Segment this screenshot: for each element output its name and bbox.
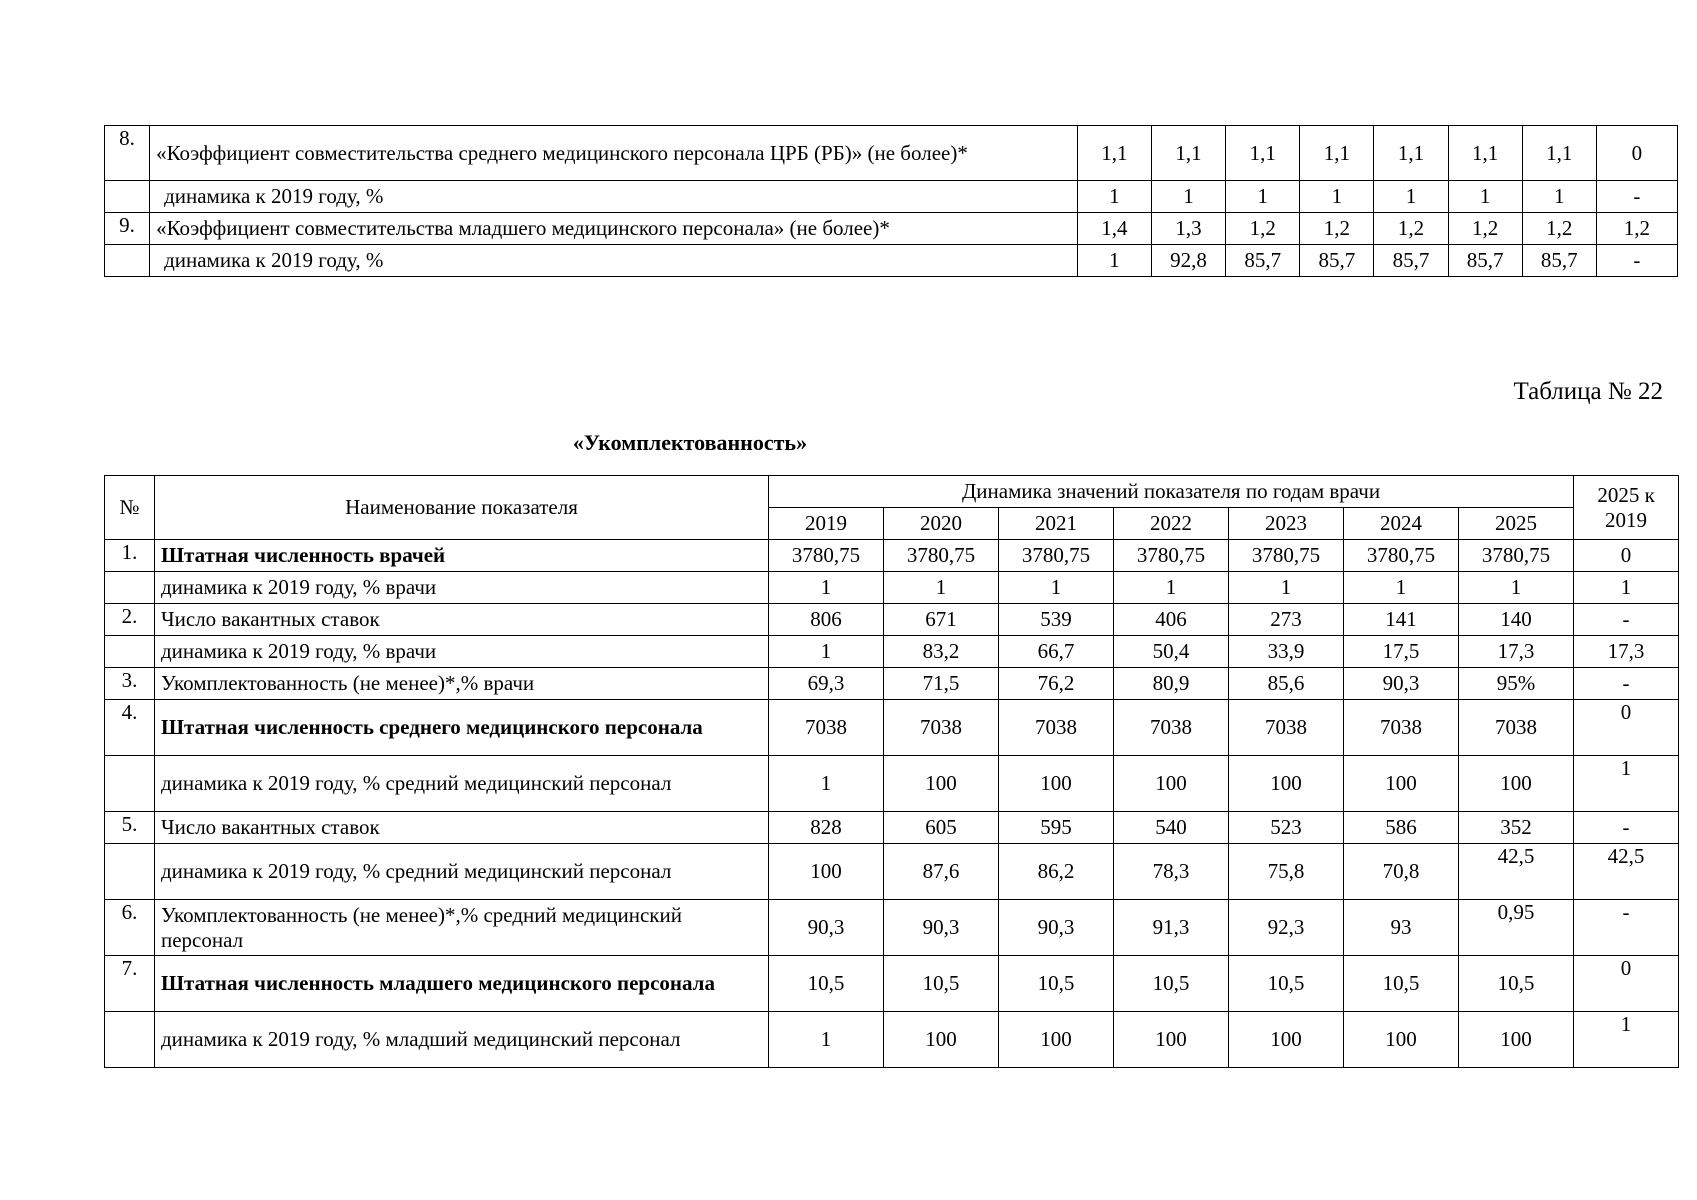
value-cell: 1,1 — [1300, 126, 1374, 181]
coefficients-table — [104, 125, 1678, 277]
value-cell: 87,6 — [884, 844, 999, 900]
last-cell: 0 — [1574, 540, 1679, 572]
value-cell: 100 — [1229, 756, 1344, 812]
value-cell: 75,8 — [1229, 844, 1344, 900]
value-cell: 3780,75 — [1229, 540, 1344, 572]
row-num — [105, 572, 155, 604]
value-cell: 1,3 — [1151, 213, 1225, 245]
value-cell: 7038 — [769, 700, 884, 756]
table-row — [105, 636, 1679, 668]
value-cell: 10,5 — [1459, 956, 1574, 1012]
row-num — [105, 245, 150, 277]
value-cell: 586 — [1344, 812, 1459, 844]
header-year: 2023 — [1229, 508, 1344, 540]
value-cell: 100 — [769, 844, 884, 900]
row-name: «Коэффициент совместительства младшего медицинского персонала» (не более)* — [150, 213, 1078, 245]
value-cell: 1 — [1226, 181, 1300, 213]
table-row — [105, 181, 1678, 213]
value-cell: 1,2 — [1374, 213, 1448, 245]
last-cell: - — [1574, 604, 1679, 636]
value-cell: 3780,75 — [1114, 540, 1229, 572]
table-row — [105, 1012, 1679, 1068]
last-cell: - — [1574, 812, 1679, 844]
row-num: 7. — [105, 956, 155, 1012]
value-cell: 100 — [1459, 1012, 1574, 1068]
row-num: 8. — [105, 126, 150, 181]
table-row — [105, 812, 1679, 844]
value-cell: 33,9 — [1229, 636, 1344, 668]
row-num — [105, 1012, 155, 1068]
table-row — [105, 213, 1678, 245]
value-cell: 1 — [999, 572, 1114, 604]
value-cell: 85,7 — [1300, 245, 1374, 277]
header-row — [105, 476, 1679, 508]
row-name: Штатная численность младшего медицинского персонала — [155, 956, 769, 1012]
row-name: динамика к 2019 году, % средний медицинский персонал — [155, 844, 769, 900]
row-num: 2. — [105, 604, 155, 636]
value-cell: 76,2 — [999, 668, 1114, 700]
row-num — [105, 181, 150, 213]
table-row — [105, 956, 1679, 1012]
header-year: 2019 — [769, 508, 884, 540]
table-row — [105, 126, 1678, 181]
value-cell: - — [1596, 181, 1677, 213]
value-cell: 1 — [1114, 572, 1229, 604]
value-cell: 100 — [1459, 756, 1574, 812]
value-cell: 0 — [1596, 126, 1677, 181]
row-name: Штатная численность среднего медицинского персонала — [155, 700, 769, 756]
value-cell: 100 — [1114, 1012, 1229, 1068]
value-cell: 69,3 — [769, 668, 884, 700]
value-cell: 91,3 — [1114, 900, 1229, 956]
value-cell: 85,6 — [1229, 668, 1344, 700]
value-cell: 141 — [1344, 604, 1459, 636]
table-row — [105, 604, 1679, 636]
value-cell: 7038 — [1229, 700, 1344, 756]
value-cell: 10,5 — [1114, 956, 1229, 1012]
table-row — [105, 756, 1679, 812]
value-cell: 671 — [884, 604, 999, 636]
table-row — [105, 668, 1679, 700]
value-cell: 10,5 — [999, 956, 1114, 1012]
value-cell: 92,3 — [1229, 900, 1344, 956]
row-num — [105, 636, 155, 668]
last-cell: 42,5 — [1574, 844, 1679, 900]
header-year: 2025 — [1459, 508, 1574, 540]
value-cell: 90,3 — [1344, 668, 1459, 700]
value-cell: 1,1 — [1374, 126, 1448, 181]
row-name: динамика к 2019 году, % врачи — [155, 636, 769, 668]
row-name: динамика к 2019 году, % — [150, 181, 1078, 213]
table-row — [105, 700, 1679, 756]
value-cell: 90,3 — [884, 900, 999, 956]
value-cell: 10,5 — [1344, 956, 1459, 1012]
value-cell: 828 — [769, 812, 884, 844]
table-row — [105, 572, 1679, 604]
last-cell: - — [1574, 900, 1679, 956]
last-cell: 1 — [1574, 572, 1679, 604]
value-cell: 1,1 — [1077, 126, 1151, 181]
value-cell: 7038 — [999, 700, 1114, 756]
last-cell: 0 — [1574, 956, 1679, 1012]
value-cell: 1,2 — [1448, 213, 1522, 245]
value-cell: 10,5 — [1229, 956, 1344, 1012]
value-cell: 100 — [1344, 756, 1459, 812]
table-row — [105, 900, 1679, 956]
value-cell: 1 — [1459, 572, 1574, 604]
value-cell: 66,7 — [999, 636, 1114, 668]
value-cell: 1 — [1229, 572, 1344, 604]
value-cell: 1 — [1300, 181, 1374, 213]
value-cell: 539 — [999, 604, 1114, 636]
value-cell: 90,3 — [999, 900, 1114, 956]
value-cell: 100 — [999, 756, 1114, 812]
value-cell: 1 — [1374, 181, 1448, 213]
value-cell: 3780,75 — [1459, 540, 1574, 572]
last-cell: 0 — [1574, 700, 1679, 756]
last-cell: - — [1574, 668, 1679, 700]
header-year: 2020 — [884, 508, 999, 540]
row-num: 6. — [105, 900, 155, 956]
value-cell: 1,1 — [1448, 126, 1522, 181]
value-cell: 71,5 — [884, 668, 999, 700]
value-cell: 1,4 — [1077, 213, 1151, 245]
value-cell: 1,2 — [1522, 213, 1596, 245]
value-cell: 0,95 — [1459, 900, 1574, 956]
value-cell: 1 — [1448, 181, 1522, 213]
value-cell: 1 — [1151, 181, 1225, 213]
staffing-table — [104, 475, 1679, 1068]
header-year: 2021 — [999, 508, 1114, 540]
value-cell: 1 — [769, 1012, 884, 1068]
value-cell: 1 — [884, 572, 999, 604]
value-cell: 7038 — [1114, 700, 1229, 756]
value-cell: 7038 — [1344, 700, 1459, 756]
value-cell: 352 — [1459, 812, 1574, 844]
value-cell: 806 — [769, 604, 884, 636]
table-title: «Укомплектованность» — [572, 430, 808, 455]
row-name: динамика к 2019 году, % — [150, 245, 1078, 277]
header-num: № — [105, 476, 155, 540]
value-cell: 1 — [769, 636, 884, 668]
header-group: Динамика значений показателя по годам врачи — [769, 476, 1574, 508]
value-cell: 540 — [1114, 812, 1229, 844]
row-name: динамика к 2019 году, % младший медицинский персонал — [155, 1012, 769, 1068]
row-num: 9. — [105, 213, 150, 245]
value-cell: 42,5 — [1459, 844, 1574, 900]
value-cell: 273 — [1229, 604, 1344, 636]
value-cell: 10,5 — [769, 956, 884, 1012]
last-cell: 1 — [1574, 756, 1679, 812]
value-cell: 140 — [1459, 604, 1574, 636]
row-num — [105, 844, 155, 900]
table-row — [105, 844, 1679, 900]
value-cell: 1 — [1522, 181, 1596, 213]
value-cell: 1,2 — [1596, 213, 1677, 245]
value-cell: 3780,75 — [884, 540, 999, 572]
header-last: 2025 к 2019 — [1574, 476, 1679, 540]
header-year: 2024 — [1344, 508, 1459, 540]
row-name: Укомплектованность (не менее)*,% средний медицинский персонал — [155, 900, 769, 956]
value-cell: 100 — [884, 756, 999, 812]
value-cell: 523 — [1229, 812, 1344, 844]
value-cell: 1,2 — [1226, 213, 1300, 245]
value-cell: 78,3 — [1114, 844, 1229, 900]
value-cell: 85,7 — [1374, 245, 1448, 277]
row-num: 3. — [105, 668, 155, 700]
value-cell: 17,3 — [1459, 636, 1574, 668]
value-cell: 80,9 — [1114, 668, 1229, 700]
value-cell: 95% — [1459, 668, 1574, 700]
value-cell: 86,2 — [999, 844, 1114, 900]
value-cell: 595 — [999, 812, 1114, 844]
value-cell: 85,7 — [1522, 245, 1596, 277]
row-name: Укомплектованность (не менее)*,% врачи — [155, 668, 769, 700]
row-name: Штатная численность врачей — [155, 540, 769, 572]
row-name: динамика к 2019 году, % средний медицинский персонал — [155, 756, 769, 812]
value-cell: 1 — [1077, 181, 1151, 213]
value-cell: 7038 — [884, 700, 999, 756]
value-cell: 100 — [1344, 1012, 1459, 1068]
value-cell: 93 — [1344, 900, 1459, 956]
row-num — [105, 756, 155, 812]
value-cell: 92,8 — [1151, 245, 1225, 277]
value-cell: 100 — [1114, 756, 1229, 812]
value-cell: 50,4 — [1114, 636, 1229, 668]
value-cell: 70,8 — [1344, 844, 1459, 900]
value-cell: 90,3 — [769, 900, 884, 956]
value-cell: 605 — [884, 812, 999, 844]
value-cell: 85,7 — [1448, 245, 1522, 277]
value-cell: 1 — [1077, 245, 1151, 277]
value-cell: 100 — [884, 1012, 999, 1068]
value-cell: 83,2 — [884, 636, 999, 668]
value-cell: 1,1 — [1151, 126, 1225, 181]
value-cell: 1,1 — [1226, 126, 1300, 181]
value-cell: 3780,75 — [769, 540, 884, 572]
value-cell: 3780,75 — [999, 540, 1114, 572]
value-cell: 7038 — [1459, 700, 1574, 756]
value-cell: 17,5 — [1344, 636, 1459, 668]
table-number-label: Таблица № 22 — [1513, 378, 1663, 405]
value-cell: 1,2 — [1300, 213, 1374, 245]
row-num: 1. — [105, 540, 155, 572]
value-cell: 1 — [1344, 572, 1459, 604]
value-cell: 406 — [1114, 604, 1229, 636]
last-cell: 1 — [1574, 1012, 1679, 1068]
row-name: динамика к 2019 году, % врачи — [155, 572, 769, 604]
value-cell: 85,7 — [1226, 245, 1300, 277]
row-name: Число вакантных ставок — [155, 604, 769, 636]
value-cell: 1,1 — [1522, 126, 1596, 181]
value-cell: 1 — [769, 572, 884, 604]
value-cell: 1 — [769, 756, 884, 812]
value-cell: 10,5 — [884, 956, 999, 1012]
value-cell: 100 — [999, 1012, 1114, 1068]
header-name: Наименование показателя — [155, 476, 769, 540]
table-row — [105, 245, 1678, 277]
row-name: «Коэффициент совместительства среднего медицинского персонала ЦРБ (РБ)» (не более)* — [150, 126, 1078, 181]
header-year: 2022 — [1114, 508, 1229, 540]
value-cell: - — [1596, 245, 1677, 277]
table-row — [105, 540, 1679, 572]
row-num: 5. — [105, 812, 155, 844]
row-name: Число вакантных ставок — [155, 812, 769, 844]
value-cell: 100 — [1229, 1012, 1344, 1068]
last-cell: 17,3 — [1574, 636, 1679, 668]
row-num: 4. — [105, 700, 155, 756]
value-cell: 3780,75 — [1344, 540, 1459, 572]
